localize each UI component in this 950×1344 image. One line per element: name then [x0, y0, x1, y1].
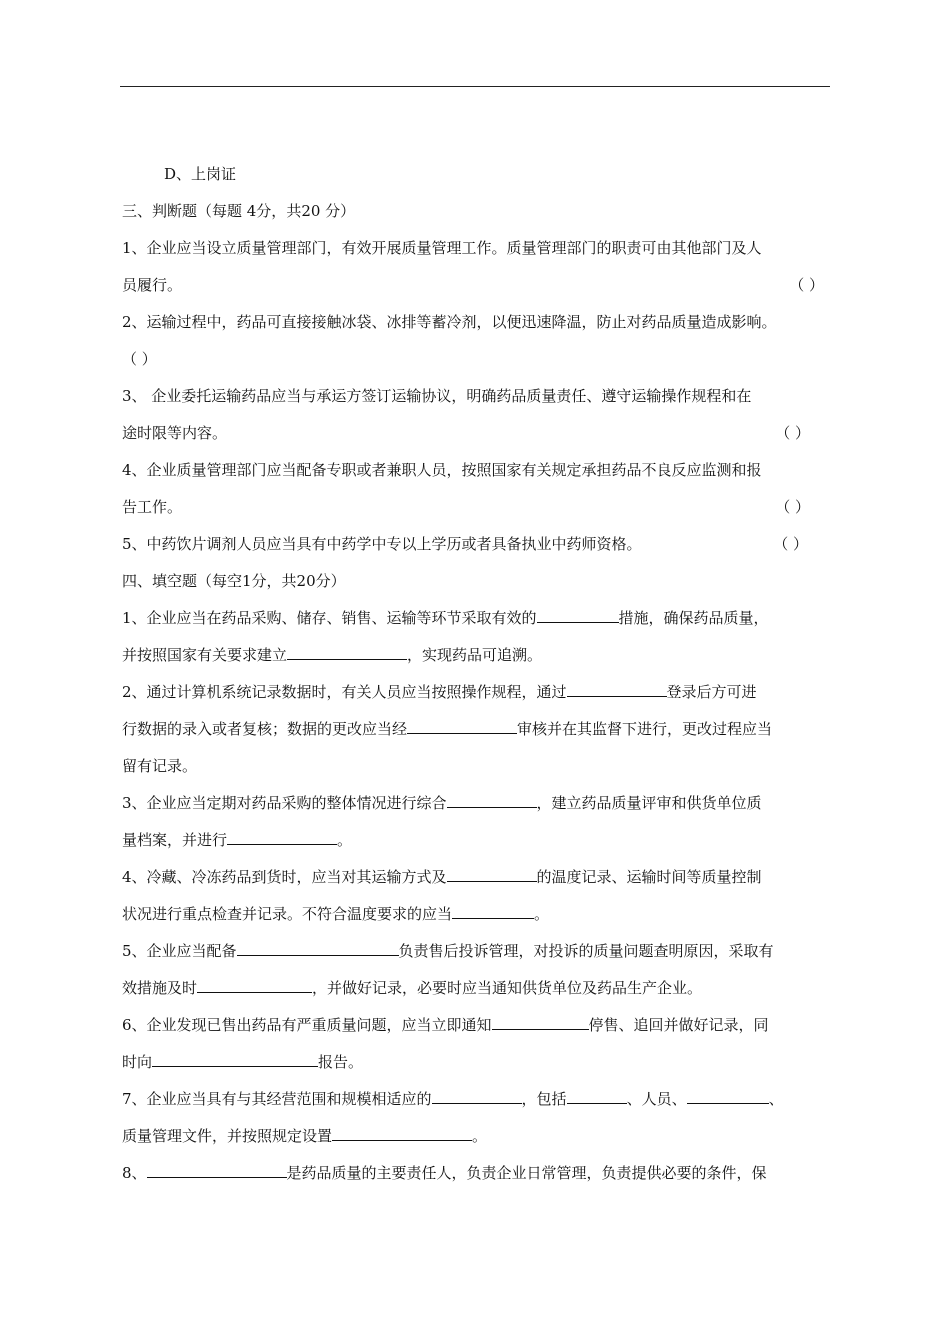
fill-q1-line2 — [122, 641, 828, 678]
fill-blank[interactable] — [147, 1159, 287, 1178]
fill-blank[interactable] — [447, 863, 537, 882]
tf-q5-line1 — [122, 530, 828, 567]
fill-q5-line1 — [122, 937, 828, 974]
fill-q2-line1 — [122, 678, 828, 715]
tf-q2-line1 — [122, 308, 828, 345]
tf-q4-text1: 4、企业质量管理部门应当配备专职或者兼职人员，按照国家有关规定承担药品不良反应监测和报 — [122, 461, 762, 479]
fill-q7-text-f: 。 — [472, 1127, 488, 1145]
tf-q3-text2: 途时限等内容。 — [122, 424, 228, 442]
option-d — [122, 160, 828, 197]
fill-blank[interactable] — [287, 641, 407, 660]
fill-q7-text-d: 、 — [768, 1090, 784, 1108]
fill-blank[interactable] — [332, 1122, 472, 1141]
fill-q8-text-a: 8、 — [122, 1164, 147, 1182]
fill-q6-text-b: 停售、追回并做好记录，同 — [588, 1016, 769, 1034]
fill-q3-line2 — [122, 826, 828, 863]
fill-q4-line2 — [122, 900, 828, 937]
tf-q2-answer-paren: （ ） — [122, 350, 157, 368]
fill-q6-text-c: 时向 — [122, 1053, 153, 1071]
tf-q3-text1: 3、 企业委托运输药品应当与承运方签订运输协议，明确药品质量责任、遵守运输操作规程和在 — [122, 387, 752, 405]
fill-q4-text-d: 。 — [534, 905, 550, 923]
fill-q2-text-a: 2、通过计算机系统记录数据时，有关人员应当按照操作规程，通过 — [122, 683, 567, 701]
tf-q4-text2: 告工作。 — [122, 498, 183, 516]
fill-q1-text-a: 1、企业应当在药品采购、储存、销售、运输等环节采取有效的 — [122, 609, 537, 627]
fill-q5-text-a: 5、企业应当配备 — [122, 942, 237, 960]
fill-blank[interactable] — [197, 974, 312, 993]
fill-blank[interactable] — [567, 678, 667, 697]
fill-q1-text-b: 措施，确保药品质量， — [618, 609, 769, 627]
fill-q6-line2 — [122, 1048, 828, 1085]
fill-q2-text-c: 行数据的录入或者复核；数据的更改应当经 — [122, 720, 408, 738]
fill-q5-text-b: 负责售后投诉管理，对投诉的质量问题查明原因，采取有 — [398, 942, 774, 960]
section3-title — [122, 197, 828, 234]
fill-q8-text-b: 是药品质量的主要责任人，负责企业日常管理，负责提供必要的条件，保 — [286, 1164, 767, 1182]
fill-q8-line1 — [122, 1159, 828, 1196]
section4-title — [122, 567, 828, 604]
fill-blank[interactable] — [447, 789, 537, 808]
fill-q3-text-c: 量档案，并进行 — [122, 831, 228, 849]
fill-q2-line3 — [122, 752, 828, 789]
tf-q4-line1 — [122, 456, 828, 493]
tf-q3-line1 — [122, 382, 828, 419]
fill-blank[interactable] — [407, 715, 517, 734]
fill-blank[interactable] — [567, 1085, 627, 1104]
fill-q3-text-a: 3、企业应当定期对药品采购的整体情况进行综合 — [122, 794, 447, 812]
fill-q5-line2 — [122, 974, 828, 1011]
fill-blank[interactable] — [492, 1011, 589, 1030]
fill-blank[interactable] — [432, 1085, 522, 1104]
fill-blank[interactable] — [537, 604, 619, 623]
fill-q4-text-b: 的温度记录、运输时间等质量控制 — [536, 868, 762, 886]
fill-q6-text-a: 6、企业发现已售出药品有严重质量问题，应当立即通知 — [122, 1016, 492, 1034]
tf-q4-line2 — [122, 493, 828, 530]
tf-q3-line2 — [122, 419, 828, 456]
tf-q3-answer-paren: （ ） — [775, 424, 810, 442]
fill-q7-line2 — [122, 1122, 828, 1159]
fill-q7-text-e: 质量管理文件，并按照规定设置 — [122, 1127, 333, 1145]
fill-q7-line1 — [122, 1085, 828, 1122]
tf-q5-answer-paren: （ ） — [773, 535, 808, 553]
document-body — [122, 160, 828, 1196]
tf-q4-answer-paren: （ ） — [775, 498, 810, 516]
tf-q1-answer-paren: （ ） — [789, 276, 824, 294]
fill-q4-text-a: 4、冷藏、冷冻药品到货时，应当对其运输方式及 — [122, 868, 447, 886]
tf-q1-text2: 员履行。 — [122, 276, 183, 294]
fill-q2-text-e: 留有记录。 — [122, 757, 198, 775]
fill-q4-line1 — [122, 863, 828, 900]
fill-q4-text-c: 状况进行重点检查并记录。不符合温度要求的应当 — [122, 905, 453, 923]
fill-q3-line1 — [122, 789, 828, 826]
fill-q3-text-b: ，建立药品质量评审和供货单位质 — [536, 794, 762, 812]
tf-q1-text1: 1、企业应当设立质量管理部门，有效开展质量管理工作。质量管理部门的职责可由其他部门及人 — [122, 239, 762, 257]
fill-q3-text-d: 。 — [337, 831, 353, 849]
fill-q6-text-d: 报告。 — [318, 1053, 364, 1071]
fill-q7-text-c: 、人员、 — [626, 1090, 687, 1108]
fill-q5-text-c: 效措施及时 — [122, 979, 198, 997]
tf-q2-line2 — [122, 345, 828, 382]
section3-title-text: 三、判断题（每题 4分，共20 分） — [122, 202, 356, 220]
fill-q2-text-d: 审核并在其监督下进行，更改过程应当 — [517, 720, 773, 738]
fill-q2-line2 — [122, 715, 828, 752]
fill-blank[interactable] — [237, 937, 399, 956]
fill-blank[interactable] — [152, 1048, 318, 1067]
fill-q1-text-d: ，实现药品可追溯。 — [407, 646, 543, 664]
fill-q2-text-b: 登录后方可进 — [666, 683, 757, 701]
fill-blank[interactable] — [687, 1085, 769, 1104]
tf-q1-line2 — [122, 271, 828, 308]
fill-q7-text-a: 7、企业应当具有与其经营范围和规模相适应的 — [122, 1090, 432, 1108]
tf-q2-text1: 2、运输过程中，药品可直接接触冰袋、冰排等蓄冷剂，以便迅速降温，防止对药品质量造成影响。 — [122, 313, 777, 331]
fill-blank[interactable] — [227, 826, 337, 845]
fill-q5-text-d: ，并做好记录，必要时应当通知供货单位及药品生产企业。 — [312, 979, 703, 997]
fill-q7-text-b: ，包括 — [521, 1090, 567, 1108]
option-d-text: D、上岗证 — [164, 165, 237, 183]
fill-q1-line1 — [122, 604, 828, 641]
fill-q1-text-c: 并按照国家有关要求建立 — [122, 646, 288, 664]
tf-q5-text1: 5、中药饮片调剂人员应当具有中药学中专以上学历或者具备执业中药师资格。 — [122, 535, 642, 553]
tf-q1-line1 — [122, 234, 828, 271]
section4-title-text: 四、填空题（每空1分，共20分） — [122, 572, 346, 590]
fill-blank[interactable] — [452, 900, 534, 919]
fill-q6-line1 — [122, 1011, 828, 1048]
header-rule — [120, 86, 830, 87]
